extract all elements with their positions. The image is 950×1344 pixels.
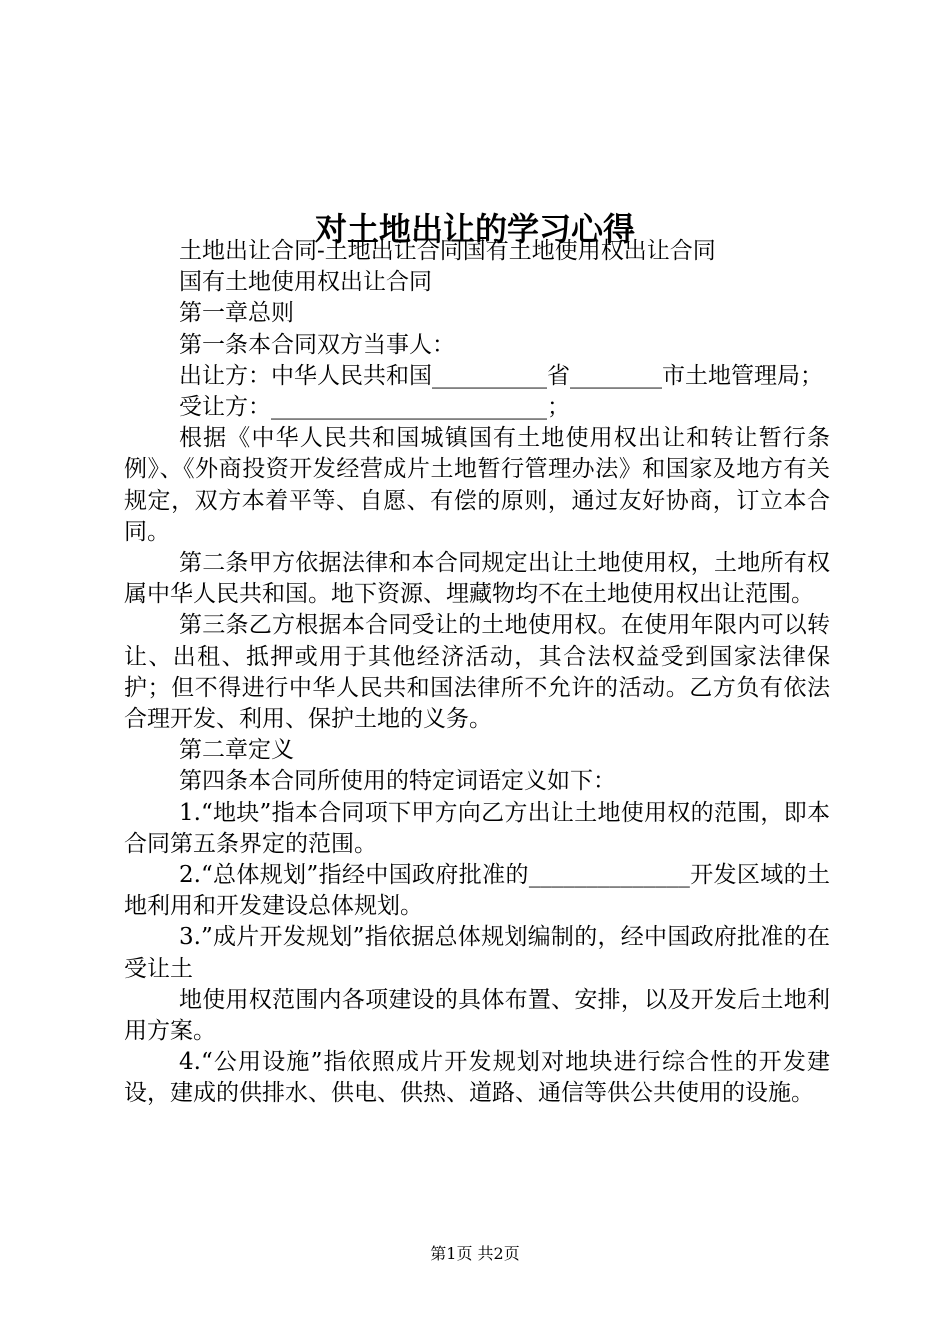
definition-item: 1.“地块”指本合同项下甲方向乙方出让土地使用权的范围，即本合同第五条界定的范围。 — [124, 799, 830, 857]
paragraph: 受让方：________________________； — [179, 394, 570, 421]
chapter-heading: 第二章定义 — [179, 737, 294, 764]
chapter-heading: 第一章总则 — [179, 300, 294, 327]
paragraph: 根据《中华人民共和国城镇国有土地使用权出让和转让暂行条例》、《外商投资开发经营成片土地暂行管理办法》和国家及地方有关规定，双方本着平等、自愿、有偿的原则，通过友好协商，订立本合同。 — [124, 425, 830, 545]
paragraph: 土地出让合同-土地出让合同国有土地使用权出让合同 — [179, 238, 716, 264]
page-footer: 第1页 共2页 — [430, 1244, 520, 1263]
definition-item: 3.”成片开发规划”指依据总体规划编制的，经中国政府批准的在受让土 — [124, 924, 830, 982]
page-title: 对土地出让的学习心得 — [314, 210, 635, 249]
paragraph: 出让方：中华人民共和国__________省________市土地管理局； — [179, 362, 823, 389]
paragraph: 第三条乙方根据本合同受让的土地使用权。在使用年限内可以转让、出租、抵押或用于其他经济活动，其合法权益受到国家法律保护；但不得进行中华人民共和国法律所不允许的活动。乙方负有依法合理开发、利用、保护土地的义务。 — [124, 612, 830, 733]
paragraph: 第四条本合同所使用的特定词语定义如下： — [179, 768, 616, 795]
paragraph: 第二条甲方依据法律和本合同规定出让土地使用权，土地所有权属中华人民共和国。地下资源、埋藏物均不在土地使用权出让范围。 — [124, 550, 830, 608]
paragraph: 第一条本合同双方当事人： — [179, 331, 455, 358]
definition-item: 2.“总体规划”指经中国政府批准的______________开发区域的土地利用和开发建设总体规划。 — [124, 862, 830, 920]
document-body — [124, 236, 830, 1110]
definition-item: 4.“公用设施”指依照成片开发规划对地块进行综合性的开发建设，建成的供排水、供电、供热、道路、通信等供公共使用的设施。 — [124, 1049, 830, 1107]
paragraph: 国有土地使用权出让合同 — [179, 269, 432, 296]
paragraph: 地使用权范围内各项建设的具体布置、安排，以及开发后土地利用方案。 — [124, 986, 830, 1045]
